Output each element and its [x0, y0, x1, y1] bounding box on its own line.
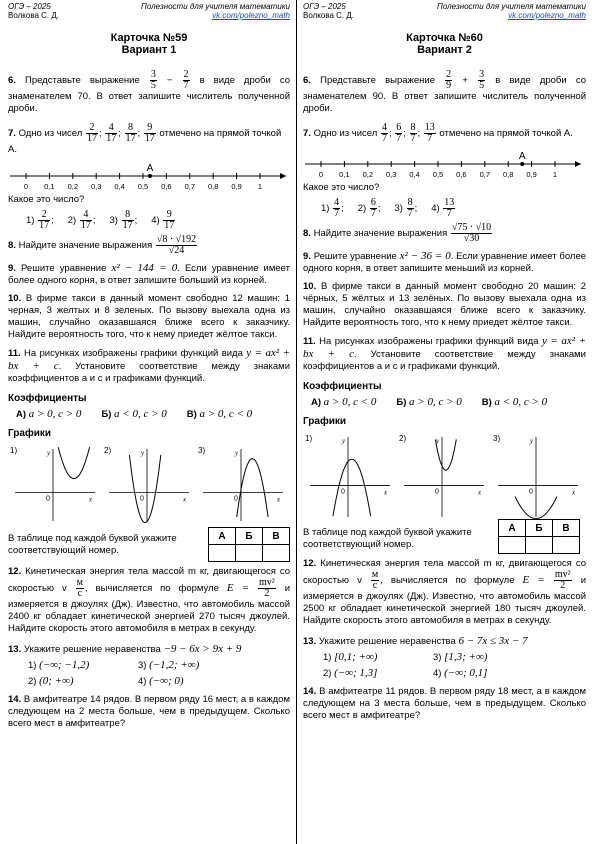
task-text: В фирме такси в данный момент свободно 12 машин: 1 черная, 3 желтых и 8 зеленых. По вызову выехала одна из машин, случайно оказавшаяся ближе всего к заказчику. Найдите вероятность того, что к нему приедет жёлтое такси.	[8, 293, 291, 340]
task-12	[303, 558, 586, 627]
task-text: и измеряется в джоулях (Дж). Известно, что автомобиль массой 2400 кг обладает кинетической энергией 270 тысяч джоулей. Найдите скорость этого автомобиля в метрах в секунду.	[8, 583, 290, 634]
task-number: 8.	[8, 240, 16, 252]
task-number: 11.	[8, 348, 21, 359]
task-number: 14.	[8, 694, 22, 705]
course-label: ОГЭ – 2025	[303, 2, 346, 11]
graph-label: 3)	[198, 446, 206, 455]
option-1[interactable]: 1) $\frac{2}{17}$ ;	[26, 209, 54, 231]
parabola-curve	[237, 459, 268, 517]
card-title: Карточка №60	[406, 32, 483, 44]
option-2[interactable]: 2) (−∞; 1,3]	[323, 667, 378, 679]
x-axis-label: x	[384, 488, 388, 497]
task-number: 12.	[303, 558, 317, 569]
formula: y = ax² + bx + c	[8, 347, 290, 372]
task-text: Кинетическая энергия тела массой m кг, двигающегося со скоростью v	[8, 566, 290, 595]
y-axis-label: y	[530, 437, 534, 445]
parabola-graphs	[303, 431, 585, 519]
tick-label: 1	[552, 170, 558, 179]
tick-label: 1	[257, 182, 263, 191]
option-1[interactable]: 1) [0,1; +∞)	[323, 651, 378, 663]
task-text: , вычисляется по формуле	[84, 583, 219, 595]
task-text: и измеряется в джоулях (Дж). Известно, что автомобиль массой 2500 кг обладает кинетической энергией 180 тысяч джоулей. Найдите скорость этого автомобиля в метрах в секунду.	[303, 575, 587, 626]
origin-label: 0	[140, 495, 144, 503]
answer-table-block	[8, 527, 290, 562]
task-12	[8, 566, 290, 635]
task-text: Укажите решение неравенства	[23, 644, 161, 655]
tick-label: 0,2	[67, 182, 79, 191]
fraction: $\frac{8}{7}$	[410, 122, 416, 144]
unit-fraction: $\frac{м}{с}$	[76, 577, 83, 599]
task-text: Найдите значение выражения	[313, 228, 448, 240]
formula-fraction: $\frac{\text{mv²}}{2}$	[554, 569, 571, 591]
task-number: 11.	[303, 336, 316, 347]
y-axis-label: y	[342, 437, 346, 445]
parabola-curve	[58, 447, 89, 479]
x-axis-label: x	[89, 495, 93, 504]
task-number: 14.	[303, 686, 317, 697]
fraction: $\frac{3}{5}$	[150, 69, 156, 91]
task-number: 7.	[8, 128, 16, 140]
task-text: . Если уравнение имеет более одного корня, в ответ запишите меньший из корней.	[303, 251, 587, 274]
tick-label: 0,9	[526, 170, 537, 179]
arrow-head	[575, 161, 581, 167]
tick-label: 0,5	[137, 182, 149, 191]
task-text: Одно из чисел	[18, 128, 83, 140]
graph-label: 2)	[399, 434, 407, 443]
answer-options	[28, 659, 290, 688]
point-label: А	[518, 151, 526, 162]
task-text: отмечено на прямой точкой А.	[8, 128, 282, 155]
tick-label: 0,1	[44, 182, 55, 191]
fraction: $\frac{2}{7}$	[183, 69, 189, 91]
coef-b: Б) a > 0, c > 0	[396, 396, 462, 408]
option-4[interactable]: 4) (−∞; 0)	[138, 675, 184, 687]
inequality: 6 − 7x ≤ 3x − 7	[458, 635, 528, 647]
x-axis-label: x	[183, 495, 187, 504]
task-8	[8, 235, 290, 256]
tick-label: 0,3	[385, 170, 397, 179]
formula: E =	[522, 574, 545, 587]
parabola-graphs	[8, 443, 290, 523]
fraction: $\frac{4}{7}$	[381, 122, 387, 144]
root-fraction: $\frac{√8 \cdot √192}{√24}$	[156, 234, 197, 256]
site-title: Полезности для учителя математики	[437, 2, 586, 11]
task-number: 7.	[303, 128, 311, 140]
coef-c: В) a < 0, c > 0	[481, 396, 548, 408]
option-1[interactable]: 1) (−∞; −1,2)	[28, 659, 90, 671]
root-fraction: $\frac{√75 \cdot √10}{√30}$	[451, 222, 492, 244]
graphs-title: Графики	[8, 428, 52, 439]
answer-options	[26, 210, 290, 231]
task-9	[303, 250, 586, 275]
graph-label: 1)	[10, 446, 18, 455]
coef-a: А) a > 0, c < 0	[311, 396, 377, 408]
task-text: Решите уравнение	[313, 251, 397, 262]
task-number: 12.	[8, 566, 22, 577]
graph-panel	[10, 446, 95, 521]
tick-label: 0,4	[114, 182, 125, 191]
formula-fraction: $\frac{\text{mv²}}{2}$	[258, 577, 275, 599]
tick-label: 0,3	[90, 182, 102, 191]
tick-label: 0,8	[502, 170, 514, 179]
option-2[interactable]: 2) (0; +∞)	[28, 675, 74, 687]
origin-label: 0	[234, 495, 238, 503]
tick-label: 0	[23, 182, 29, 191]
task-10	[8, 293, 290, 341]
fraction: $\frac{6}{7}$	[396, 122, 402, 144]
graphs-title: Графики	[303, 416, 347, 427]
fraction: $\frac{8}{17}$	[125, 122, 136, 144]
graph-panel	[198, 446, 283, 521]
task-14	[303, 686, 586, 722]
arrow-head	[280, 173, 286, 179]
task-6	[303, 70, 586, 115]
task-text: , вычисляется по формуле	[380, 575, 515, 587]
author-label: Волкова С. Д.	[303, 11, 355, 20]
option-2[interactable]: 2) $\frac{6}{7}$ ;	[357, 197, 381, 219]
task-text: в виде дроби со знаменателем 70. В ответ запишите числитель полученной дроби.	[8, 75, 290, 114]
coefficient-options	[16, 408, 290, 420]
task-text: Решите уравнение	[21, 263, 107, 274]
unit-fraction: $\frac{м}{с}$	[371, 569, 379, 591]
tick-label: 0,2	[362, 170, 374, 179]
option-2[interactable]: 2) $\frac{4}{17}$ ;	[67, 209, 96, 231]
task-11	[303, 335, 586, 373]
task-text: В фирме такси в данный момент свободно 20 машин: 2 чёрных, 5 жёлтых и 13 зелёных. По вызову выехала одна из машин, случайно оказавшаяся ближе всего к заказчику. Найдите вероятность того, что к нему приедет жёлтое такси.	[303, 281, 586, 328]
table-instruction: В таблице под каждой буквой укажите соответствующий номер.	[303, 527, 472, 550]
number-line	[8, 160, 290, 194]
task-number: 9.	[8, 263, 16, 274]
x-axis-label: x	[277, 495, 281, 504]
task-text: Кинетическая энергия тела массой m кг, двигающегося со скоростью v	[303, 558, 586, 587]
site-title: Полезности для учителя математики	[141, 2, 290, 11]
formula: y = ax² + bx + c	[303, 335, 587, 360]
task-text: Представьте выражение	[320, 75, 435, 87]
point-a	[520, 162, 524, 166]
tick-label: 0,6	[161, 182, 172, 191]
y-axis-label: y	[141, 449, 145, 457]
fraction: $\frac{9}{17}$	[144, 122, 155, 144]
graph-panel	[493, 434, 578, 519]
task-6	[8, 70, 290, 115]
variant-title: Вариант 2	[417, 44, 472, 56]
answer-options	[323, 651, 586, 680]
coefficients-title: Коэффициенты	[303, 381, 382, 392]
task-11	[8, 347, 290, 385]
y-axis-label: y	[47, 449, 51, 457]
coef-a: А) a > 0, c > 0	[16, 408, 82, 420]
point-a	[148, 174, 152, 178]
operator: −	[166, 75, 173, 87]
tick-label: 0,5	[432, 170, 444, 179]
equation: x² − 36 = 0	[399, 250, 451, 262]
tick-label: 0,4	[409, 170, 420, 179]
origin-label: 0	[529, 488, 533, 496]
task-10	[303, 281, 586, 329]
fraction: $\frac{3}{5}$	[479, 69, 485, 91]
task-number: 10.	[303, 281, 317, 292]
task-text: Представьте выражение	[25, 75, 140, 87]
task-13	[8, 643, 290, 688]
page-header	[8, 2, 290, 22]
task-text: Найдите значение выражения	[18, 240, 153, 252]
tick-label: 0,9	[231, 182, 242, 191]
fraction: $\frac{2}{9}$	[446, 69, 452, 91]
option-4[interactable]: 4) $\frac{13}{7}$	[431, 197, 455, 219]
graph-panel	[104, 446, 189, 523]
task-number: 10.	[8, 293, 22, 304]
tick-label: 0,1	[339, 170, 350, 179]
page-header	[303, 2, 586, 22]
task-9	[8, 262, 290, 287]
parabola-curve	[333, 459, 371, 516]
formula: E =	[226, 582, 250, 595]
task-8	[303, 223, 586, 244]
coefficients-title: Коэффициенты	[8, 393, 87, 404]
tick-label: 0,7	[184, 182, 196, 191]
graph-label: 3)	[493, 434, 501, 443]
inequality: −9 − 6x > 9x + 9	[163, 643, 242, 655]
question-text: Какое это число?	[8, 194, 85, 205]
tick-label: 0,8	[207, 182, 219, 191]
author-label: Волкова С. Д.	[8, 11, 60, 20]
task-text: в виде дроби со знаменателем 90. В ответ запишите числитель полученной дроби.	[303, 75, 586, 114]
graph-label: 2)	[104, 446, 112, 455]
coef-c: В) a > 0, c < 0	[186, 408, 253, 420]
graph-panel	[305, 434, 390, 517]
task-text: На рисунках изображены графики функций вида	[24, 348, 243, 359]
point-label: А	[146, 163, 154, 174]
option-4[interactable]: 4) (−∞; 0,1]	[433, 667, 488, 679]
y-axis-label: y	[436, 437, 440, 445]
card-60-column	[296, 0, 592, 844]
task-number: 13.	[8, 644, 22, 655]
task-number: 13.	[303, 636, 317, 647]
task-text: В амфитеатре 11 рядов. В первом ряду 18 мест, а в каждом следующем на 3 места больше, чем в предыдущем. Сколько всего мест в амфитеатре?	[303, 686, 586, 721]
task-text: отмечено на прямой точкой А.	[439, 128, 573, 140]
option-3[interactable]: 3) (−1,2; +∞)	[138, 659, 200, 671]
task-text: Одно из чисел	[313, 128, 378, 140]
answer-table-block	[303, 519, 586, 554]
card-title: Карточка №59	[110, 32, 188, 44]
x-axis-label: x	[572, 488, 576, 497]
task-text: . Если уравнение имеет более одного корня, в ответ запишите больший из корней.	[8, 263, 290, 286]
task-number: 8.	[303, 228, 311, 240]
graph-label: 1)	[305, 434, 313, 443]
tick-label: 0	[318, 170, 324, 179]
option-4[interactable]: 4) $\frac{9}{17}$	[151, 209, 175, 231]
equation: x² − 144 = 0	[111, 262, 178, 274]
task-text: . Установите соответствие между знаками коэффициентов a и c и графиками функций.	[303, 349, 586, 372]
task-13	[303, 635, 586, 680]
table-instruction: В таблице под каждой буквой укажите соответствующий номер.	[8, 533, 177, 556]
fraction: $\frac{13}{7}$	[424, 122, 435, 144]
task-number: 9.	[303, 251, 311, 262]
answer-options	[321, 198, 586, 219]
task-7: 7. Одно из чисел $\frac{2}{17}$ ; $\frac{4}{17}$ ; $\frac{8}{17}$ ; $\frac{9}{17}$ отмечено на прямой точкой А. 0 0,1 0,2 0,3 0,4 0,5 0,6 0,7 0,8 0,9 1 А Какое это число? 1) $\frac{2}{17}$ ; 2) $\frac{4}{17}$ ; 3) $\frac{8}{17}$ ; 4) $\frac{9}{17}$	[8, 123, 290, 231]
tick-label: 0,6	[456, 170, 467, 179]
origin-label: 0	[435, 488, 439, 496]
site-link[interactable]: vk.com/polezno_math	[508, 11, 586, 20]
option-3[interactable]: 3) $\frac{8}{7}$ ;	[394, 197, 418, 219]
question-text: Какое это число?	[303, 182, 380, 193]
answer-table[interactable]: А Б В	[498, 519, 580, 554]
tick-label: 0,7	[479, 170, 491, 179]
x-axis-label: x	[478, 488, 482, 497]
operator: +	[462, 75, 468, 87]
graph-panel	[399, 434, 484, 517]
coef-b: Б) a < 0, c > 0	[101, 408, 167, 420]
variant-title: Вариант 1	[121, 44, 177, 56]
option-1[interactable]: 1) $\frac{4}{7}$ ;	[321, 197, 344, 219]
answer-table[interactable]: А Б В	[208, 527, 290, 562]
parabola-curve	[129, 455, 160, 522]
task-text: В амфитеатре 14 рядов. В первом ряду 16 мест, а в каждом следующем на 2 места больше, чем в предыдущем. Сколько всего мест в амфитеатре?	[8, 694, 291, 729]
origin-label: 0	[341, 488, 345, 496]
task-14	[8, 694, 290, 730]
task-7: 7. Одно из чисел $\frac{4}{7}$ ; $\frac{6}{7}$ ; $\frac{8}{7}$ ; $\frac{13}{7}$ отмечено на прямой точкой А. 0 0,1 0,2 0,3 0,4 0,5 0,6 0,7 0,8 0,9 1 А Какое это число? 1) $\frac{4}{7}$ ; 2) $\frac{6}{7}$ ; 3) $\frac{8}{7}$ ; 4) $\frac{13}{7}$	[303, 123, 586, 219]
option-3[interactable]: 3) $\frac{8}{17}$ ;	[109, 209, 138, 231]
number-line	[303, 148, 585, 182]
task-text: Укажите решение неравенства	[318, 636, 456, 647]
course-label: ОГЭ – 2025	[8, 2, 51, 11]
task-number: 6.	[8, 75, 16, 87]
site-link[interactable]: vk.com/polezno_math	[212, 11, 290, 20]
task-number: 6.	[303, 75, 311, 87]
y-axis-label: y	[235, 449, 239, 457]
origin-label: 0	[46, 495, 50, 503]
fraction: $\frac{4}{17}$	[106, 122, 117, 144]
task-text: На рисунках изображены графики функций вида	[319, 336, 539, 347]
task-text: . Установите соответствие между знаками коэффициентов a и c и графиками функций.	[8, 361, 290, 384]
fraction: $\frac{2}{17}$	[86, 122, 97, 144]
coefficient-options	[311, 396, 586, 408]
option-3[interactable]: 3) [1,3; +∞)	[433, 651, 488, 663]
